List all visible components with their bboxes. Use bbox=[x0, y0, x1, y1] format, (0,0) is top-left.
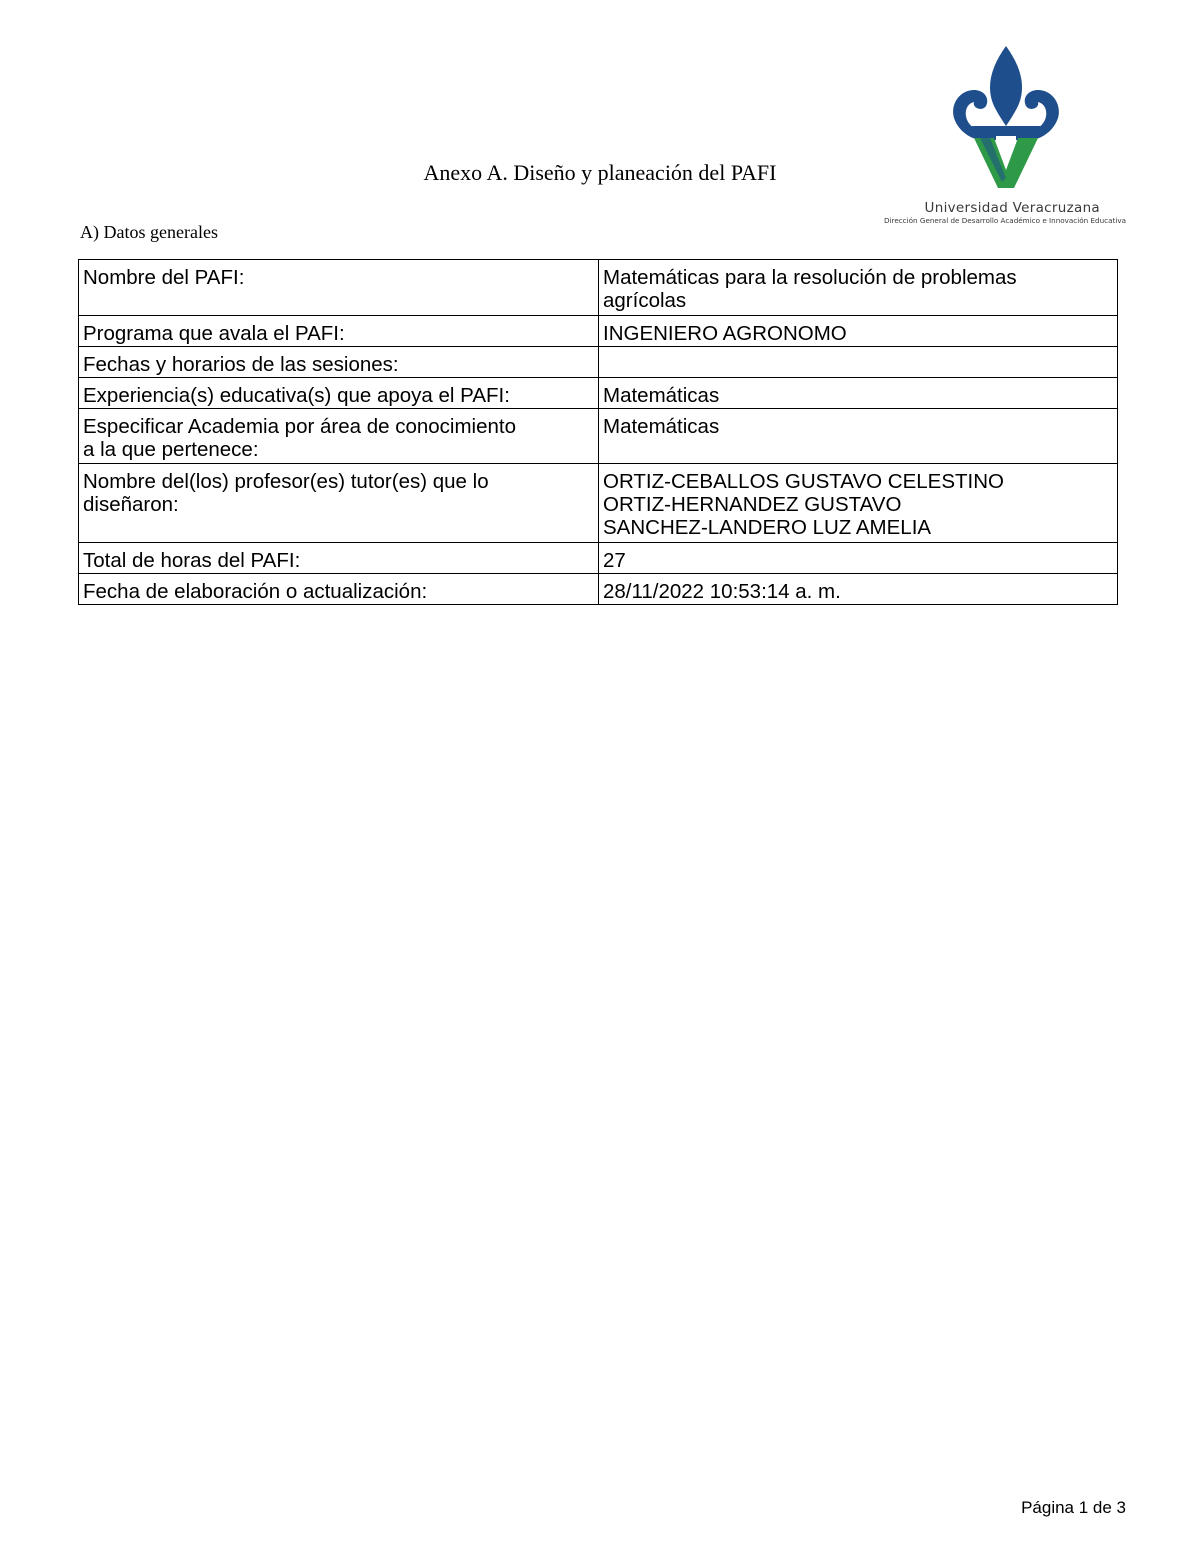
row-value: Matemáticas para la resolución de problemas agrícolas bbox=[599, 260, 1118, 316]
section-heading: A) Datos generales bbox=[80, 222, 218, 242]
general-data-table bbox=[78, 259, 1118, 605]
table-row bbox=[79, 378, 1118, 409]
document-title: Anexo A. Diseño y planeación del PAFI bbox=[423, 160, 777, 185]
page-number: Página 1 de 3 bbox=[1021, 1498, 1126, 1517]
row-value: Matemáticas bbox=[599, 409, 1118, 464]
table-row bbox=[79, 464, 1118, 543]
row-label: Programa que avala el PAFI: bbox=[79, 316, 599, 347]
table-row bbox=[79, 260, 1118, 316]
row-value: 27 bbox=[599, 543, 1118, 574]
row-value: Matemáticas bbox=[599, 378, 1118, 409]
row-label: Experiencia(s) educativa(s) que apoya el PAFI: bbox=[79, 378, 599, 409]
table-row bbox=[79, 543, 1118, 574]
row-label: Nombre del PAFI: bbox=[79, 260, 599, 316]
logo-university-name: Universidad Veracruzana bbox=[924, 200, 1100, 216]
logo-subtitle: Dirección General de Desarrollo Académico e Innovación Educativa bbox=[883, 216, 1126, 225]
table-row bbox=[79, 409, 1118, 464]
university-logo bbox=[878, 44, 1128, 230]
table-row bbox=[79, 316, 1118, 347]
table-row bbox=[79, 574, 1118, 605]
row-label: Fecha de elaboración o actualización: bbox=[79, 574, 599, 605]
row-label: Nombre del(los) profesor(es) tutor(es) que lo diseñaron: bbox=[79, 464, 599, 543]
table-row bbox=[79, 347, 1118, 378]
row-value: ORTIZ-CEBALLOS GUSTAVO CELESTINO ORTIZ-HERNANDEZ GUSTAVO SANCHEZ-LANDERO LUZ AMELIA bbox=[599, 464, 1118, 543]
row-label: Especificar Academia por área de conocimiento a la que pertenece: bbox=[79, 409, 599, 464]
row-value bbox=[599, 347, 1118, 378]
row-value: INGENIERO AGRONOMO bbox=[599, 316, 1118, 347]
row-value: 28/11/2022 10:53:14 a. m. bbox=[599, 574, 1118, 605]
row-label: Fechas y horarios de las sesiones: bbox=[79, 347, 599, 378]
row-label: Total de horas del PAFI: bbox=[79, 543, 599, 574]
